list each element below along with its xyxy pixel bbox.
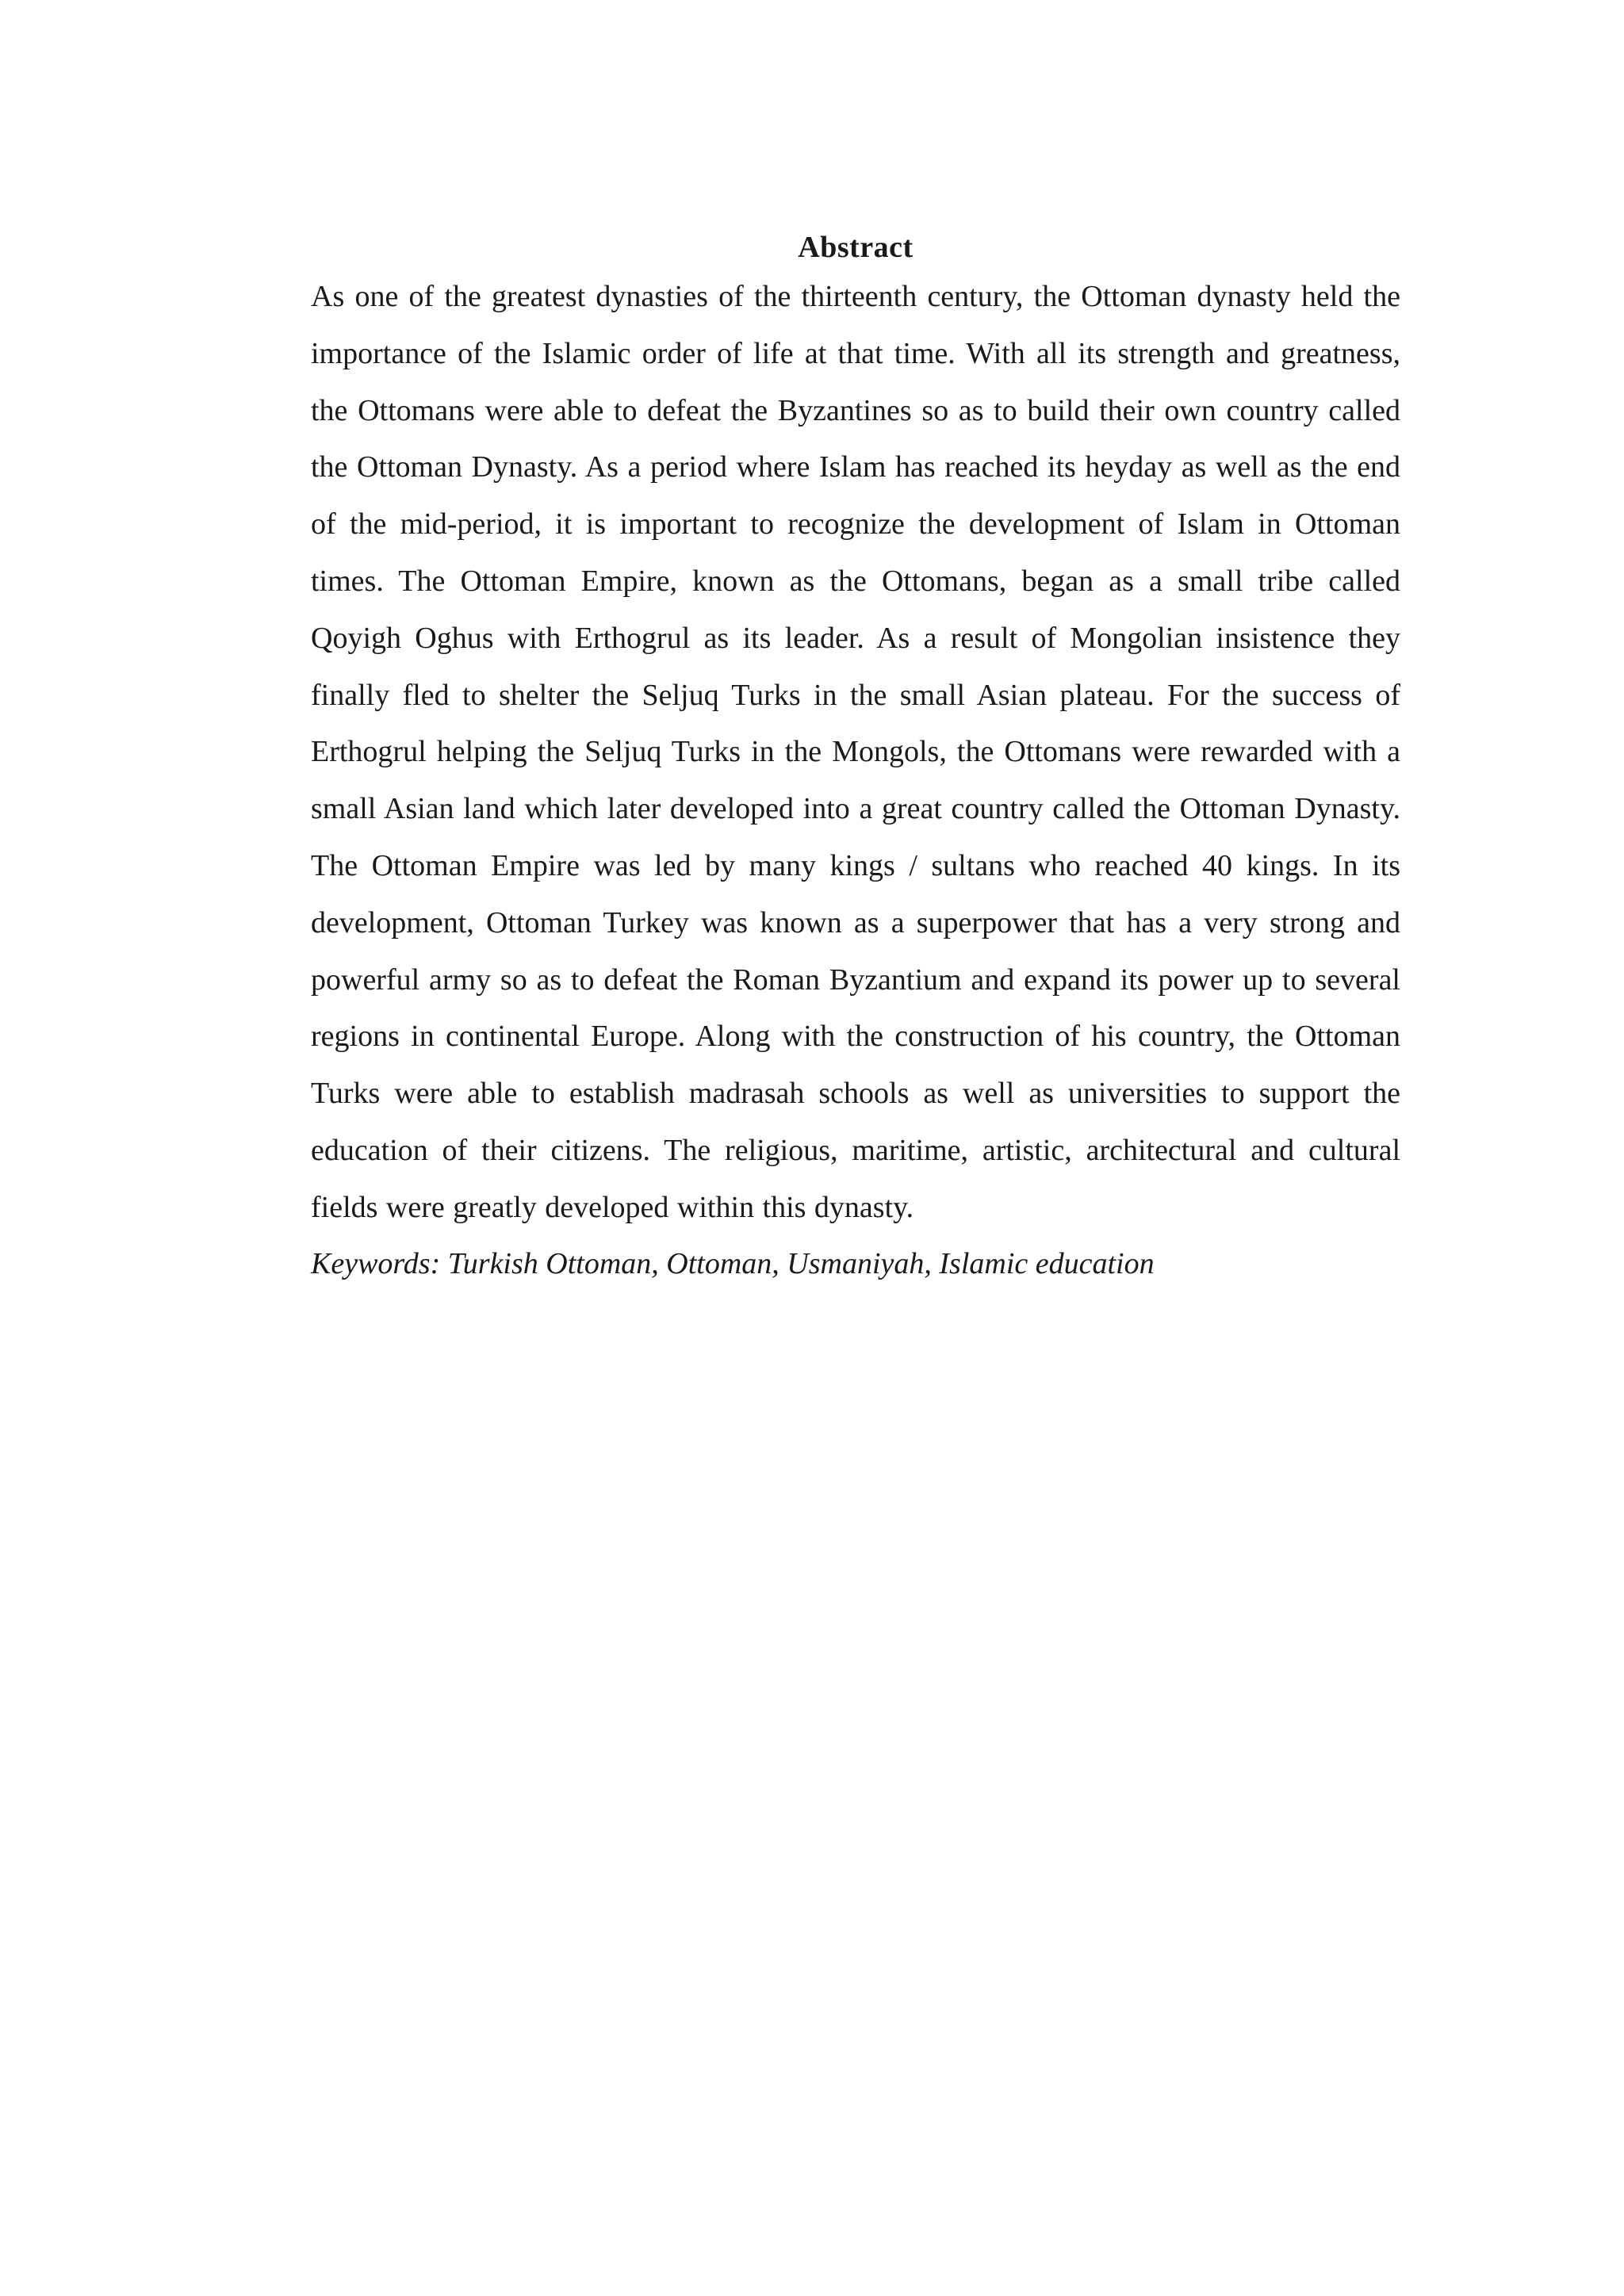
abstract-paragraph: As one of the greatest dynasties of the thirteenth century, the Ottoman dynasty held the importance of the Islamic order of life at that time. With all its strength and greatness, the Ottomans were able to defeat the Byzantines so as to build their own country called the Ottoman Dynasty. As a period where Islam has reached its heyday as well as the end of the mid-period, it is important to recognize the development of Islam in Ottoman times. The Ottoman Empire, known as the Ottomans, began as a small tribe called Qoyigh Oghus with Erthogrul as its leader. As a result of Mongolian insistence they finally fled to shelter the Seljuq Turks in the small Asian plateau. For the success of Erthogrul helping the Seljuq Turks in the Mongols, the Ottomans were rewarded with a small Asian land which later developed into a great country called the Ottoman Dynasty. The Ottoman Empire was led by many kings / sultans who reached 40 kings. In its development, Ottoman Turkey was known as a superpower that has a very strong and powerful army so as to defeat the Roman Byzantium and expand its power up to several regions in continental Europe. Along with the construction of his country, the Ottoman Turks were able to establish madrasah schools as well as universities to support the education of their citizens. The religious, maritime, artistic, architectural and cultural fields were greatly developed within this dynasty.: [311, 280, 1400, 1224]
abstract-heading: Abstract: [798, 231, 914, 264]
abstract-section: [311, 226, 1400, 1291]
keywords-line: Keywords: Turkish Ottoman, Ottoman, Usmaniyah, Islamic education: [311, 1246, 1155, 1280]
